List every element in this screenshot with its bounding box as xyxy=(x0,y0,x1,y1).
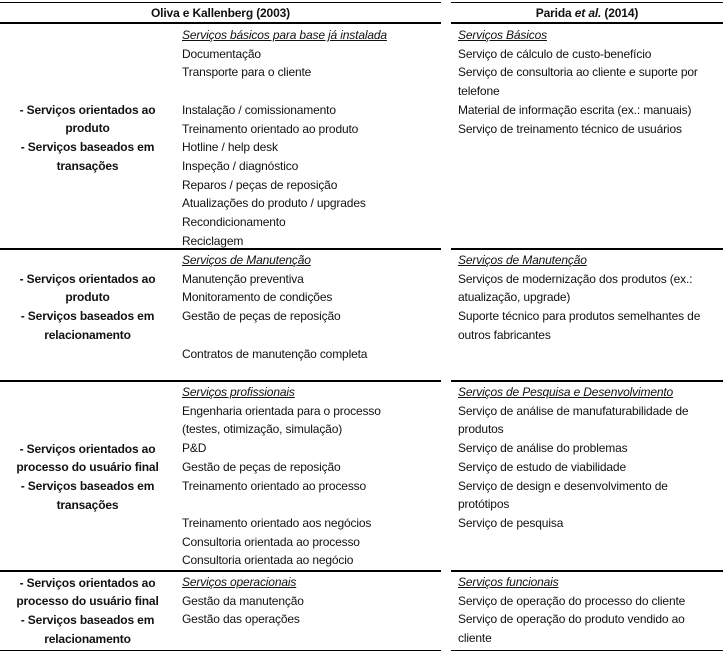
bottom-border xyxy=(0,650,441,651)
parida-services xyxy=(451,251,723,381)
category-line: produto xyxy=(65,290,110,305)
divider xyxy=(451,570,723,572)
service-item: Gestão de peças de reposição xyxy=(182,459,341,474)
service-item: Reparos / peças de reposição xyxy=(182,177,338,192)
header-oliva-kallenberg: Oliva e Kallenberg (2003) xyxy=(0,2,441,24)
oliva-services xyxy=(175,573,441,649)
service-item: Serviço de consultoria ao cliente e suporte por telefone xyxy=(458,65,698,99)
section-heading: Serviços de Manutenção xyxy=(458,253,587,267)
category-line: transações xyxy=(56,158,119,173)
service-item: Gestão de peças de reposição xyxy=(182,309,341,324)
year: (2014) xyxy=(601,6,639,20)
section-heading: Serviços de Manutenção xyxy=(182,253,311,267)
service-item: Engenharia orientada para o processo (testes, otimização, simulação) xyxy=(182,403,381,437)
oliva-services xyxy=(175,383,441,571)
et-al: et al. xyxy=(574,6,602,20)
section-heading: Serviços profissionais xyxy=(182,385,295,399)
section-heading: Serviços Básicos xyxy=(458,28,547,42)
service-item: Serviço de design e desenvolvimento de protótipos xyxy=(458,478,668,512)
service-item: Serviços de modernização dos produtos (ex.: atualização, upgrade) xyxy=(458,271,693,305)
service-item: Consultoria orientada ao negócio xyxy=(182,553,354,568)
service-item: Inspeção / diagnóstico xyxy=(182,158,299,173)
divider xyxy=(0,380,441,382)
category-line: transações xyxy=(56,497,119,512)
service-item: Serviço de estudo de viabilidade xyxy=(458,459,626,474)
service-item: Suporte técnico para produtos semelhantes de outros fabricantes xyxy=(458,309,701,342)
service-item: Monitoramento de condições xyxy=(182,290,333,305)
header-parida xyxy=(451,2,723,24)
category-line: relacionamento xyxy=(44,327,131,342)
divider xyxy=(451,248,723,250)
service-item: Serviço de análise do problemas xyxy=(458,441,628,456)
service-item: Serviço de treinamento técnico de usuários xyxy=(458,121,682,136)
service-item: Recondicionamento xyxy=(182,215,286,230)
section-basic xyxy=(0,26,723,250)
category-line: - Serviços baseados em xyxy=(20,140,155,154)
service-item: Serviço de pesquisa xyxy=(458,515,564,530)
service-item: Atualizações do produto / upgrades xyxy=(182,196,366,211)
bottom-border xyxy=(451,650,723,651)
category-cell xyxy=(0,573,175,649)
service-item: Instalação / comissionamento xyxy=(182,102,336,117)
service-item: Reciclagem xyxy=(182,233,244,248)
service-item: Treinamento orientado ao produto xyxy=(182,121,359,136)
service-item: Contratos de manutenção completa xyxy=(182,346,368,361)
service-item: Serviço de operação do produto vendido ao cliente xyxy=(458,612,685,646)
service-item: Serviço de operação do processo do cliente xyxy=(458,593,686,608)
section-heading: Serviços funcionais xyxy=(458,575,559,589)
divider xyxy=(0,570,441,572)
service-item: Transporte para o cliente xyxy=(182,65,312,80)
service-item: Treinamento orientado aos negócios xyxy=(182,515,372,530)
section-heading: Serviços básicos para base já instalada xyxy=(182,28,387,42)
category-cell xyxy=(0,251,175,381)
service-item: Serviço de análise de manufaturabilidade de produtos xyxy=(458,403,689,437)
category-line: processo do usuário final xyxy=(16,594,159,609)
service-item: Serviço de cálculo de custo-benefício xyxy=(458,46,652,61)
section-professional xyxy=(0,383,723,571)
section-heading: Serviços de Pesquisa e Desenvolvimento xyxy=(458,385,674,399)
category-line: - Serviços orientados ao xyxy=(19,441,156,456)
category-line: - Serviços baseados em xyxy=(20,309,155,324)
divider xyxy=(451,380,723,382)
section-heading: Serviços operacionais xyxy=(182,575,297,589)
category-cell xyxy=(0,26,175,250)
category-line: - Serviços baseados em xyxy=(20,613,155,627)
parida-services xyxy=(451,26,723,250)
oliva-services xyxy=(175,251,441,381)
category-line: produto xyxy=(65,121,110,136)
service-item: Gestão das operações xyxy=(182,612,300,627)
category-line: - Serviços orientados ao xyxy=(19,102,156,117)
section-operational xyxy=(0,573,723,649)
category-line: - Serviços orientados ao xyxy=(19,271,156,286)
service-item: Material de informação escrita (ex.: manuais) xyxy=(458,102,692,117)
category-line: - Serviços baseados em xyxy=(20,479,155,493)
category-line: processo do usuário final xyxy=(16,460,159,475)
section-maintenance xyxy=(0,251,723,381)
service-item: Documentação xyxy=(182,46,261,61)
parida-services xyxy=(451,383,723,571)
service-item: Hotline / help desk xyxy=(182,140,278,155)
service-item: Treinamento orientado ao processo xyxy=(182,478,367,493)
divider xyxy=(0,248,441,250)
author: Parida xyxy=(535,6,575,20)
service-item: Consultoria orientada ao processo xyxy=(182,534,360,549)
service-item: Gestão da manutenção xyxy=(182,593,304,608)
category-line: - Serviços orientados ao xyxy=(19,575,156,590)
parida-services xyxy=(451,573,723,649)
category-line: relacionamento xyxy=(44,631,131,646)
oliva-services xyxy=(175,26,441,250)
service-item: P&D xyxy=(182,441,207,456)
service-item: Manutenção preventiva xyxy=(182,271,304,286)
category-cell xyxy=(0,383,175,571)
